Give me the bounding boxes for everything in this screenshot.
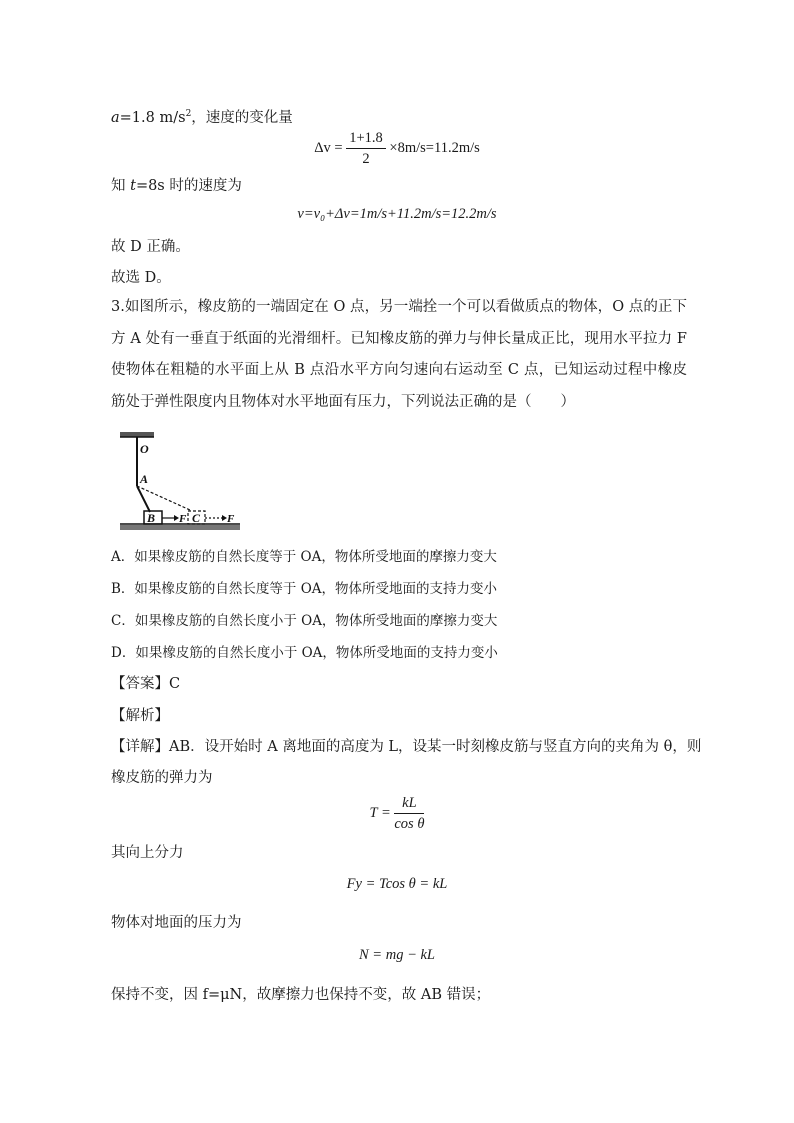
equation-delta-v xyxy=(0,128,794,169)
eq1-lhs: Δv = xyxy=(314,140,343,156)
accel-line xyxy=(111,104,293,128)
label-b: B xyxy=(147,511,156,525)
equation-velocity: v=v₀+Δv=1m/s+11.2m/s=12.2m/s xyxy=(297,206,497,222)
label-c: C xyxy=(192,511,201,525)
know-pre: 知 xyxy=(111,178,131,194)
label-f2: F xyxy=(227,513,235,525)
eq1-numerator: 1+1.8 xyxy=(346,128,386,149)
conclusion-line: 保持不变，因 f=μN，故摩擦力也保持不变，故 AB 错误； xyxy=(111,987,491,1003)
accel-exponent: 2 xyxy=(185,109,192,119)
accel-tail: ，速度的变化量 xyxy=(191,109,293,126)
eq1-rhs: ×8m/s=11.2m/s xyxy=(389,140,480,156)
question-3-text: 3.如图所示，橡皮筋的一端固定在 O 点，另一端拴一个可以看做质点的物体，O 点的正下方 A 处有一垂直于纸面的光滑细杆。已知橡皮筋的弹力与伸长量成正比，现用水平拉力 F 使物体在粗糙的水平面上从 B 点沿水平方向匀速向右运动至 C 点，已知运动过程中橡皮筋处于弹性限度内且物体对水平地面有压力，下列说法正确的是（ ） xyxy=(111,299,687,410)
equation-normal: N = mg − kL xyxy=(359,947,435,963)
eq3-lhs: T = xyxy=(369,805,391,821)
option-b: B．如果橡皮筋的自然长度等于 OA，物体所受地面的支持力变小 xyxy=(111,581,498,597)
choose-d-line: 故选 D。 xyxy=(111,270,171,286)
label-o: O xyxy=(140,442,149,456)
accel-value: =1.8 m/s xyxy=(119,109,186,126)
ground-hatch xyxy=(120,525,240,530)
option-c: C．如果橡皮筋的自然长度小于 OA，物体所受地面的摩擦力变大 xyxy=(111,613,498,629)
option-a: A．如果橡皮筋的自然长度等于 OA，物体所受地面的摩擦力变大 xyxy=(111,549,497,565)
detail-line-1: 【详解】AB．设开始时 A 离地面的高度为 L，设某一时刻橡皮筋与竖直方向的夹角为 θ，则 xyxy=(111,739,702,755)
analysis-tag: 【解析】 xyxy=(111,708,169,724)
upward-component-line: 其向上分力 xyxy=(111,845,184,861)
know-post: =8s 时的速度为 xyxy=(135,178,242,194)
answer-line xyxy=(111,674,180,694)
eq1-fraction xyxy=(346,128,386,169)
eq3-numerator: kL xyxy=(394,793,424,814)
answer-tag: 【答案】 xyxy=(111,676,169,692)
label-a: A xyxy=(140,472,149,486)
option-d: D．如果橡皮筋的自然长度小于 OA，物体所受地面的支持力变小 xyxy=(111,645,498,661)
accel-symbol: a xyxy=(111,109,120,126)
equation-fy: Fy = Tcos θ = kL xyxy=(346,876,448,892)
time-symbol: t xyxy=(130,178,136,194)
eq3-fraction xyxy=(394,793,424,834)
rubber-band-to-c xyxy=(137,486,190,510)
eq1-denominator: 2 xyxy=(362,151,370,167)
answer-value: C xyxy=(169,676,181,692)
know-line xyxy=(111,176,242,196)
rubber-band-figure xyxy=(118,432,242,532)
equation-tension xyxy=(0,793,794,834)
rubber-band-to-b xyxy=(137,486,150,512)
label-f1: F xyxy=(179,513,187,525)
detail-line-2: 橡皮筋的弹力为 xyxy=(111,770,213,786)
eq3-denominator: cos θ xyxy=(394,816,425,832)
pressure-line: 物体对地面的压力为 xyxy=(111,915,242,931)
d-correct-line: 故 D 正确。 xyxy=(111,239,190,255)
